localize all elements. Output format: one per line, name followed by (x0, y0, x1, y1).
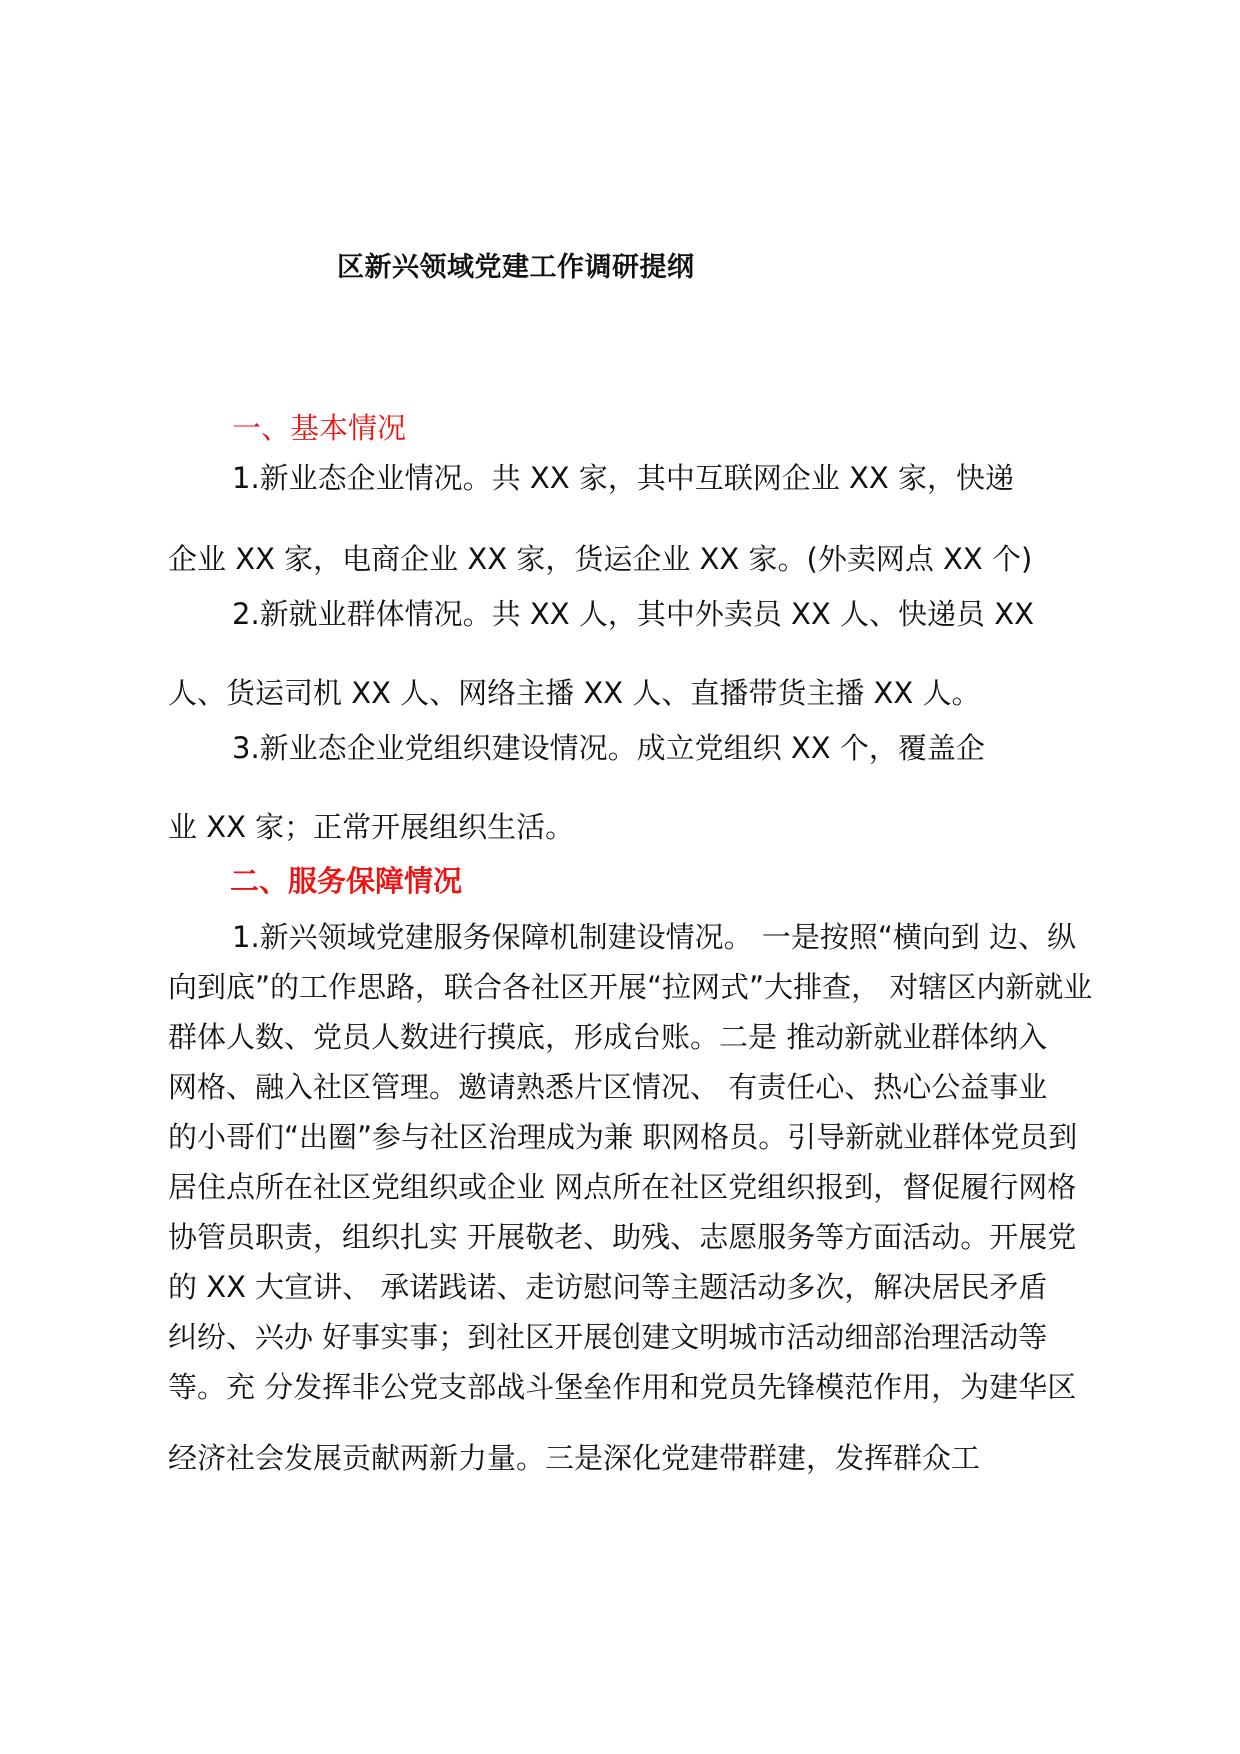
paragraph-line: 的小哥们“出圈”参与社区治理成为兼 职网格员。引导新就业群体党员到 (168, 1120, 1078, 1154)
paragraph-line: 业 XX 家；正常开展组织生活。 (168, 810, 575, 844)
section-heading-basic-info: 一、基本情况 (232, 411, 407, 445)
paragraph-line: 协管员职责，组织扎实 开展敬老、助残、志愿服务等方面活动。开展党 (168, 1220, 1077, 1254)
paragraph-line: 等。充 分发挥非公党支部战斗堡垒作用和党员先锋模范作用，为建华区 (168, 1370, 1077, 1404)
document-title: 区新兴领域党建工作调研提纲 (337, 252, 695, 283)
paragraph-line: 的 XX 大宣讲、 承诺践诺、走访慰问等主题活动多次，解决居民矛盾 (168, 1270, 1048, 1304)
paragraph-line: 向到底”的工作思路，联合各社区开展“拉网式”大排查， 对辖区内新就业 (168, 970, 1093, 1004)
paragraph-line: 群体人数、党员人数进行摸底，形成台账。二是 推动新就业群体纳入 (168, 1020, 1048, 1054)
paragraph-line: 人、货运司机 XX 人、网络主播 XX 人、直播带货主播 XX 人。 (168, 676, 981, 710)
paragraph-line: 企业 XX 家，电商企业 XX 家，货运企业 XX 家。(外卖网点 XX 个) (168, 542, 1033, 576)
paragraph-line: 纠纷、兴办 好事实事；到社区开展创建文明城市活动细部治理活动等 (168, 1320, 1048, 1354)
paragraph-line: 1.新兴领域党建服务保障机制建设情况。 一是按照“横向到 边、纵 (232, 920, 1077, 954)
paragraph-line: 1.新业态企业情况。共 XX 家，其中互联网企业 XX 家，快递 (232, 461, 1015, 495)
paragraph-line: 网格、融入社区管理。邀请熟悉片区情况、 有责任心、热心公益事业 (168, 1070, 1048, 1104)
paragraph-line: 3.新业态企业党组织建设情况。成立党组织 XX 个，覆盖企 (232, 731, 985, 765)
paragraph-line: 居住点所在社区党组织或企业 网点所在社区党组织报到，督促履行网格 (168, 1170, 1077, 1204)
section-heading-service: 二、服务保障情况 (230, 864, 463, 898)
paragraph-line: 经济社会发展贡献两新力量。三是深化党建带群建，发挥群众工 (168, 1441, 981, 1475)
paragraph-line: 2.新就业群体情况。共 XX 人，其中外卖员 XX 人、快递员 XX (232, 597, 1034, 631)
